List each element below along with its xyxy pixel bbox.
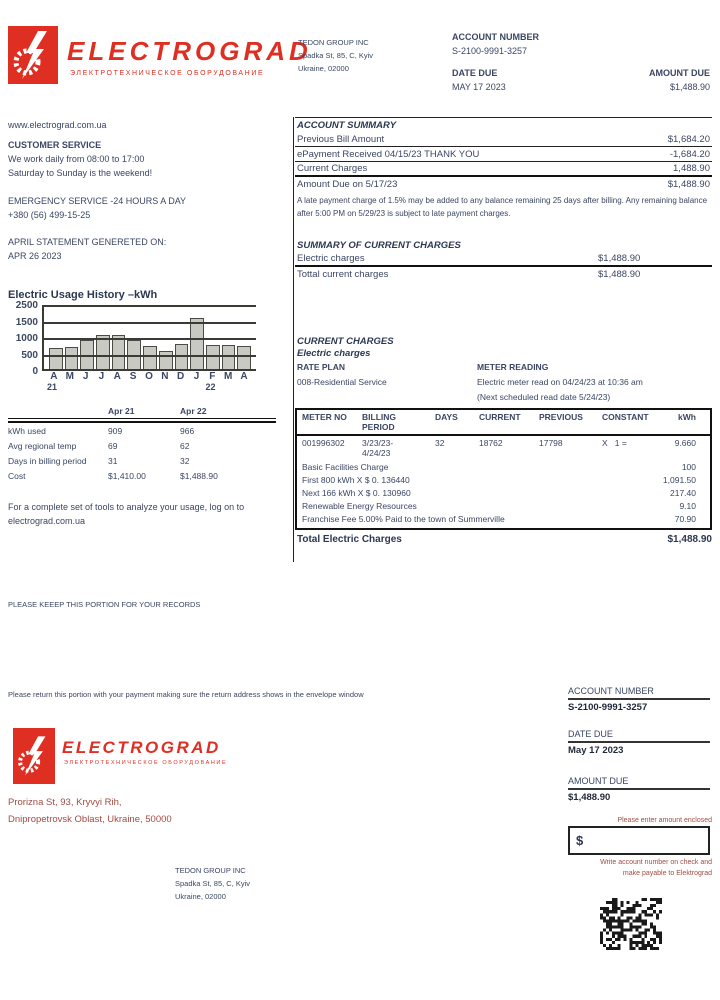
- usage-bar: [222, 345, 236, 371]
- usage-bar: [143, 346, 157, 371]
- charges-panel: [295, 117, 712, 545]
- amount-due-label: AMOUNT DUE: [649, 68, 710, 78]
- meter-reading-row: 001996302 3/23/23- 4/24/23 32 18762 17798 X 1 = 9.660: [302, 438, 696, 458]
- meter-reading-line1: Electric meter read on 04/24/23 at 10:36 am: [477, 377, 643, 387]
- rule: [568, 698, 710, 700]
- month-label: A: [240, 371, 248, 382]
- amount-enclosed-input[interactable]: [568, 826, 710, 855]
- late-payment-note: A late payment charge of 1.5% may be added to any balance remaining 25 days after billing. Any remaining balance after 5:00 PM on 5/29/23 is subject to late payment charges.: [297, 196, 708, 218]
- stub-brand-wordmark: ELECTROGRAD: [62, 738, 221, 757]
- usage-chart-years: [42, 382, 256, 392]
- tools-note: For a complete set of tools to analyze your usage, log on to electrograd.com.ua: [8, 502, 245, 526]
- year-label: 22: [205, 382, 216, 392]
- month-label: N: [161, 371, 169, 382]
- charge-row: Franchise Fee 5.00% Paid to the town of Summerville 70.90: [302, 513, 696, 524]
- qr-code: [600, 898, 662, 950]
- rate-plan-value: 008-Residential Service: [297, 377, 387, 387]
- year-label: [110, 382, 124, 392]
- y-axis-tick: 1000: [15, 333, 38, 344]
- meter-table: [295, 408, 712, 530]
- stub-account-number-value: S-2100-9991-3257: [568, 702, 648, 713]
- year-label: [126, 382, 140, 392]
- charge-row: Renewable Energy Resources 9.10: [302, 500, 696, 511]
- usage-bar: [190, 318, 204, 371]
- year-label: [79, 382, 93, 392]
- table-row: kWh used 909 966: [8, 425, 195, 436]
- usage-bar: [237, 346, 251, 371]
- summary-row: ePayment Received 04/15/23 THANK YOU -1,684.20: [295, 147, 712, 162]
- brand-tagline: ЭЛЕКТРОТЕХНИЧЕСКОЕ ОБОРУДОВАНИЕ: [70, 70, 265, 77]
- stub-issuer-address-line1: Spadka St, 85, C, Kyiv: [175, 879, 251, 888]
- charge-row: Basic Facilities Charge 100: [302, 461, 696, 472]
- website-url: www.electrograd.com.ua: [8, 120, 107, 130]
- return-portion-note: Please return this portion with your payment making sure the return address shows in the envelope window: [8, 690, 364, 699]
- usage-chart-months: [42, 371, 256, 382]
- stub-logo: [13, 728, 55, 784]
- stub-brand-tagline: ЭЛЕКТРОТЕХНИЧЕСКОЕ ОБОРУДОВАНИЕ: [64, 760, 228, 766]
- meter-reading-line2: (Next scheduled read date 5/24/23): [477, 392, 611, 402]
- rule: [568, 741, 710, 743]
- stub-date-due-value: May 17 2023: [568, 745, 624, 756]
- meter-reading-label: METER READING: [477, 362, 549, 372]
- month-label: M: [224, 371, 233, 382]
- gridline: [44, 322, 256, 324]
- year-label: 21: [47, 382, 58, 392]
- summary-row: Current Charges 1,488.90: [295, 162, 712, 177]
- date-due-label: DATE DUE: [452, 68, 498, 78]
- stub-account-number-label: ACCOUNT NUMBER: [568, 686, 654, 696]
- month-label: F: [209, 371, 216, 382]
- electric-charges-subtitle: Electric charges: [297, 348, 371, 359]
- stub-issuer-name: TEDON GROUP INC: [175, 866, 246, 875]
- total-current-charges-row: Tottal current charges $1,488.90: [297, 269, 641, 280]
- table-row: Days in billing period 31 32: [8, 455, 190, 466]
- month-label: A: [113, 371, 121, 382]
- charge-row: Next 166 kWh X $ 0. 130960 217.40: [302, 487, 696, 498]
- usage-bar: [96, 335, 110, 371]
- year-label: [174, 382, 188, 392]
- table-row: Cost $1,410.00 $1,488.90: [8, 470, 218, 481]
- year-label: [95, 382, 109, 392]
- chart-title: Electric Usage History –kWh: [8, 289, 158, 301]
- electric-charges-row: Electric charges $1,488.90: [295, 252, 712, 267]
- month-label: M: [65, 371, 74, 382]
- amount-due-value: $1,488.90: [669, 82, 710, 92]
- lightning-bolt-gear-icon: [11, 29, 55, 81]
- usage-bar: [65, 347, 79, 371]
- usage-chart-plot: [15, 300, 256, 377]
- gridline: [44, 338, 256, 340]
- issuer-address-line1: Spadka St, 85, C, Kyiv: [298, 51, 374, 60]
- month-label: O: [145, 371, 153, 382]
- year-label: [158, 382, 172, 392]
- y-axis-tick: 0: [32, 366, 38, 377]
- charge-row: First 800 kWh X $ 0. 136440 1,091.50: [302, 474, 696, 485]
- month-label: D: [177, 371, 185, 382]
- table-row: Avg regional temp 69 62: [8, 440, 190, 451]
- lightning-bolt-gear-icon: [16, 732, 52, 780]
- usage-history-chart: [8, 289, 276, 392]
- usage-bar: [112, 335, 126, 371]
- y-axis-tick: 500: [21, 349, 38, 361]
- stub-amount-due-label: AMOUNT DUE: [568, 776, 629, 786]
- usage-chart-yaxis: [10, 300, 44, 377]
- usage-bar: [49, 348, 63, 371]
- issuer-name: TEDON GROUP INC: [298, 38, 369, 47]
- month-label: S: [129, 371, 137, 382]
- meter-table-header: METER NO BILLING PERIOD DAYS CURRENT PREVIOUS CONSTANT kWh: [297, 410, 710, 436]
- month-label: J: [193, 371, 200, 382]
- usage-comparison-table: [8, 404, 276, 483]
- current-charges-summary-title: SUMMARY OF CURRENT CHARGES: [297, 240, 461, 251]
- year-label: [237, 382, 251, 392]
- currency-symbol: $: [576, 833, 584, 848]
- year-label: [63, 382, 77, 392]
- customer-address-line1: Prorizna St, 93, Kryvyi Rih,: [8, 797, 122, 808]
- account-number-value: S-2100-9991-3257: [452, 46, 528, 56]
- year-label: [142, 382, 156, 392]
- account-number-label: ACCOUNT NUMBER: [452, 32, 539, 42]
- keep-portion-note: PLEASE KEEEP THIS PORTION FOR YOUR RECORDS: [8, 600, 201, 609]
- gridline: [44, 355, 256, 357]
- month-label: J: [98, 371, 105, 382]
- customer-service-weekend: Saturday to Sunday is the weekend!: [8, 168, 153, 178]
- current-charges-title: CURRENT CHARGES: [297, 336, 394, 347]
- stub-issuer-address-line2: Ukraine, 02000: [175, 892, 226, 901]
- y-axis-tick: 1500: [15, 316, 38, 328]
- rate-plan-label: RATE PLAN: [297, 362, 346, 372]
- customer-service-title: CUSTOMER SERVICE: [8, 140, 102, 150]
- company-logo: [8, 26, 58, 84]
- check-note-line2: make payable to Elektrograd: [622, 870, 712, 877]
- column-divider: [293, 117, 294, 562]
- year-label: [190, 382, 204, 392]
- gridline: [44, 369, 256, 371]
- issuer-address-line2: Ukraine, 02000: [298, 64, 349, 73]
- emergency-service-title: EMERGENCY SERVICE -24 HOURS A DAY: [8, 196, 187, 206]
- statement-generated-label: APRIL STATEMENT GENERETED ON:: [8, 237, 167, 247]
- amount-enclosed-label: Please enter amount enclosed: [617, 817, 712, 824]
- usage-bar: [175, 344, 189, 371]
- customer-address-line2: Dnipropetrovsk Oblast, Ukraine, 50000: [8, 814, 172, 825]
- rule: [568, 788, 710, 790]
- month-label: A: [50, 371, 58, 382]
- usage-col-apr21: Apr 21: [108, 406, 135, 416]
- emergency-service-phone: +380 (56) 499-15-25: [8, 210, 91, 220]
- gridline: [44, 305, 256, 307]
- customer-service-hours: We work daily from 08:00 to 17:00: [8, 154, 145, 164]
- account-summary-title: ACCOUNT SUMMARY: [297, 120, 397, 131]
- amount-due-row: Amount Due on 5/17/23 $1,488.90: [297, 179, 710, 190]
- total-electric-charges-row: Total Electric Charges $1,488.90: [297, 534, 712, 545]
- month-label: J: [82, 371, 89, 382]
- stub-date-due-label: DATE DUE: [568, 729, 613, 739]
- date-due-value: MAY 17 2023: [452, 82, 506, 92]
- usage-bar: [206, 345, 220, 371]
- statement-generated-date: APR 26 2023: [8, 251, 62, 261]
- year-label: [221, 382, 235, 392]
- check-note-line1: Write account number on check and: [600, 859, 712, 866]
- stub-amount-due-value: $1,488.90: [568, 792, 611, 803]
- brand-wordmark: ELECTROGRAD: [67, 36, 312, 66]
- y-axis-tick: 2500: [15, 300, 38, 311]
- summary-row: Previous Bill Amount $1,684.20: [295, 132, 712, 147]
- usage-col-apr22: Apr 22: [180, 406, 207, 416]
